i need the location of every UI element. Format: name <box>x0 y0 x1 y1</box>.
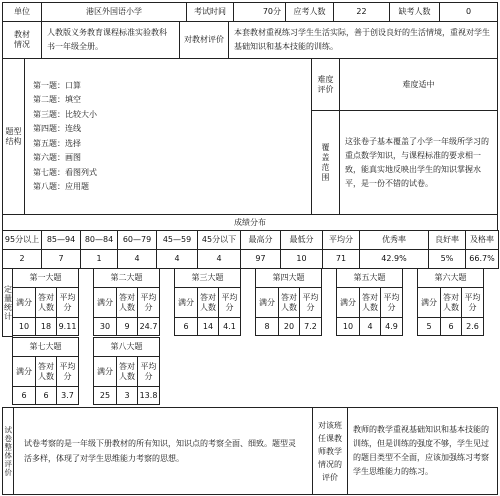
distribution-value-cell: 71 <box>322 249 360 269</box>
col-avg-header: 平均 分 <box>218 287 241 318</box>
col-correct-header: 答对 人数 <box>440 287 462 318</box>
distribution-value-cell: 10 <box>280 249 323 269</box>
distribution-header-cell: 良好率 <box>428 230 466 250</box>
distribution-value-cell: 7 <box>41 249 81 269</box>
expected-count-value: 22 <box>333 2 390 22</box>
col-full-header: 满分 <box>417 287 441 318</box>
overall-eval-label: 试卷整体评价 <box>2 407 14 495</box>
textbook-value: 人教版义务教育课程标准实验教科书一年级全册。 <box>41 21 180 59</box>
distribution-value-cell: 5% <box>428 249 466 269</box>
difficulty-value: 难度适中 <box>339 58 498 111</box>
question-type-list <box>24 58 312 215</box>
distribution-value-cell: 66.7% <box>465 249 499 269</box>
overall-eval-text: 试卷考察的是一年级下册教材的所有知识，知识点的考察全面、细致。题型灵活多样，体现了对学生思维能力考察的思想。 <box>13 407 313 495</box>
question-type-item: 第二题：填空 <box>33 95 81 104</box>
expected-count-label: 应考人数 <box>285 2 334 22</box>
full-score-value: 10 <box>12 317 36 336</box>
col-avg-header: 平均 分 <box>380 287 403 318</box>
average-value: 2.6 <box>461 317 484 336</box>
question-title: 第五大题 <box>336 268 403 288</box>
question-title: 第七大题 <box>12 337 79 357</box>
distribution-value-cell: 4 <box>197 249 241 269</box>
average-value: 9.11 <box>56 317 79 336</box>
distribution-title: 成绩分布 <box>2 214 498 231</box>
exam-time-label: 考试时间 <box>186 2 234 22</box>
absent-count-label: 缺考人数 <box>389 2 440 22</box>
distribution-value-cell: 1 <box>80 249 118 269</box>
question-type-item: 第一题：口算 <box>33 80 81 90</box>
coverage-label: 覆盖范围 <box>311 110 340 215</box>
average-value: 13.8 <box>137 386 160 405</box>
col-full-header: 满分 <box>255 287 279 318</box>
distribution-header-cell: 最低分 <box>280 230 323 250</box>
col-correct-header: 答对 人数 <box>278 287 300 318</box>
full-score-value: 5 <box>417 317 441 336</box>
distribution-value-cell: 4 <box>156 249 198 269</box>
question-title: 第一大题 <box>12 268 79 288</box>
average-value: 24.7 <box>137 317 160 336</box>
structure-label: 题型 结构 <box>2 58 25 215</box>
distribution-header-cell: 85—94 <box>41 230 81 250</box>
average-value: 3.7 <box>56 386 79 405</box>
distribution-header-cell: 及格率 <box>465 230 499 250</box>
question-title: 第六大题 <box>417 268 484 288</box>
question-type-item: 第三题：比较大小 <box>33 109 97 119</box>
absent-count-value: 0 <box>439 2 498 22</box>
col-avg-header: 平均 分 <box>56 287 79 318</box>
exam-time-value: 70分 <box>233 2 286 22</box>
distribution-header-cell: 80—84 <box>80 230 118 250</box>
col-correct-header: 答对 人数 <box>116 287 138 318</box>
unit-label: 单位 <box>2 2 42 22</box>
distribution-header-cell: 优秀率 <box>359 230 429 250</box>
correct-count-value: 14 <box>197 317 219 336</box>
distribution-header-cell: 平均分 <box>322 230 360 250</box>
question-title: 第四大题 <box>255 268 322 288</box>
col-correct-header: 答对 人数 <box>116 356 138 387</box>
question-title: 第八大题 <box>93 337 160 357</box>
average-value: 4.9 <box>380 317 403 336</box>
col-avg-header: 平均 分 <box>137 287 160 318</box>
textbook-eval-label: 对教材评价 <box>179 21 229 59</box>
correct-count-value: 6 <box>440 317 462 336</box>
textbook-label: 教材 情况 <box>2 21 42 59</box>
distribution-value-cell: 4 <box>117 249 157 269</box>
difficulty-label: 难度 评价 <box>311 58 340 111</box>
col-full-header: 满分 <box>12 287 36 318</box>
coverage-text: 这张卷子基本覆盖了小学一年级所学习的重点数学知识，与课程标准的要求相一致，能真实地反映出学生的知识掌握水平，是一份不错的试卷。 <box>339 110 498 215</box>
col-full-header: 满分 <box>93 356 117 387</box>
col-full-header: 满分 <box>93 287 117 318</box>
correct-count-value: 6 <box>35 386 57 405</box>
teacher-eval-label: 对该班任课教师教学情况的评价 <box>312 407 348 495</box>
question-type-item: 第六题：画图 <box>33 153 81 162</box>
teacher-eval-text: 教师的教学重视基础知识和基本技能的训练，但是训练的强度不够，学生见过的题目类型不全面，应该加强练习考察学生思维能力的练习。 <box>347 407 498 495</box>
col-avg-header: 平均 分 <box>299 287 322 318</box>
unit-value: 港区外国语小学 <box>41 2 187 22</box>
correct-count-value: 20 <box>278 317 300 336</box>
distribution-header-cell: 95分以上 <box>2 230 42 250</box>
col-correct-header: 答对 人数 <box>359 287 381 318</box>
question-title: 第二大题 <box>93 268 160 288</box>
average-value: 4.1 <box>218 317 241 336</box>
full-score-value: 8 <box>255 317 279 336</box>
col-full-header: 满分 <box>12 356 36 387</box>
question-type-item: 第七题：看图列式 <box>33 167 97 177</box>
col-full-header: 满分 <box>336 287 360 318</box>
col-correct-header: 答对 人数 <box>35 356 57 387</box>
col-correct-header: 答对 人数 <box>35 287 57 318</box>
correct-count-value: 3 <box>116 386 138 405</box>
correct-count-value: 18 <box>35 317 57 336</box>
full-score-value: 30 <box>93 317 117 336</box>
full-score-value: 6 <box>12 386 36 405</box>
col-avg-header: 平均 分 <box>461 287 484 318</box>
distribution-value-cell: 2 <box>2 249 42 269</box>
distribution-header-cell: 45分以下 <box>197 230 241 250</box>
distribution-value-cell: 42.9% <box>359 249 429 269</box>
col-full-header: 满分 <box>174 287 198 318</box>
textbook-eval-text: 本套教材重视练习学生生活实际，善于创设良好的生活情境，重视对学生基础知识和基本技能的训练。 <box>228 21 498 59</box>
distribution-value-cell: 97 <box>240 249 281 269</box>
full-score-value: 25 <box>93 386 117 405</box>
distribution-header-cell: 60—79 <box>117 230 157 250</box>
correct-count-value: 4 <box>359 317 381 336</box>
question-type-item: 第五题：选择 <box>33 138 81 148</box>
distribution-header-cell: 最高分 <box>240 230 281 250</box>
col-correct-header: 答对 人数 <box>197 287 219 318</box>
average-value: 7.2 <box>299 317 322 336</box>
question-type-item: 第八题：应用题 <box>33 182 89 191</box>
quant-stats-label: 定量统计 <box>2 268 13 337</box>
col-avg-header: 平均 分 <box>56 356 79 387</box>
correct-count-value: 9 <box>116 317 138 336</box>
full-score-value: 10 <box>336 317 360 336</box>
question-type-item: 第四题：连线 <box>33 124 81 133</box>
distribution-header-cell: 45—59 <box>156 230 198 250</box>
full-score-value: 6 <box>174 317 198 336</box>
question-title: 第三大题 <box>174 268 241 288</box>
col-avg-header: 平均 分 <box>137 356 160 387</box>
